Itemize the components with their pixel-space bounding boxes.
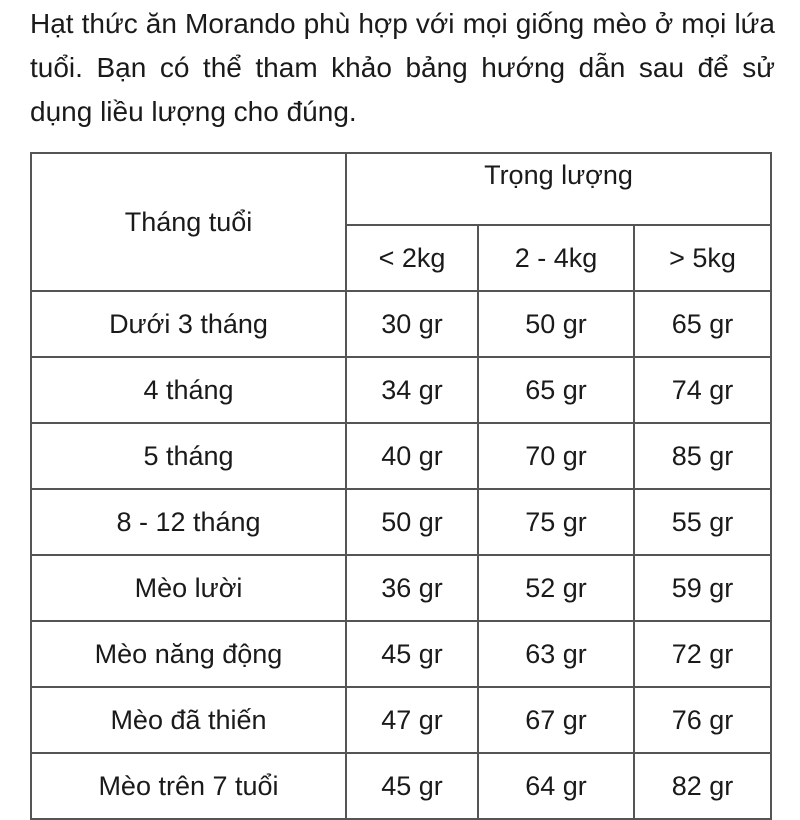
weight-group-header: Trọng lượng — [346, 153, 771, 225]
age-cell: Mèo năng động — [31, 621, 346, 687]
dosage-cell: 40 gr — [346, 423, 478, 489]
dosage-cell: 30 gr — [346, 291, 478, 357]
table-row — [31, 687, 771, 753]
age-cell: Mèo lười — [31, 555, 346, 621]
age-cell: Mèo đã thiến — [31, 687, 346, 753]
dosage-cell: 52 gr — [478, 555, 634, 621]
dosage-cell: 82 gr — [634, 753, 771, 819]
table-row — [31, 423, 771, 489]
table-row — [31, 291, 771, 357]
table-row — [31, 357, 771, 423]
dosage-cell: 50 gr — [346, 489, 478, 555]
age-cell: Dưới 3 tháng — [31, 291, 346, 357]
table-row — [31, 753, 771, 819]
weight-column-header: < 2kg — [346, 225, 478, 291]
weight-column-header: > 5kg — [634, 225, 771, 291]
dosage-cell: 64 gr — [478, 753, 634, 819]
dosage-cell: 45 gr — [346, 621, 478, 687]
dosage-table-header — [31, 153, 771, 291]
dosage-table — [30, 152, 772, 820]
header-row-top — [31, 153, 771, 225]
age-cell: 5 tháng — [31, 423, 346, 489]
age-column-header: Tháng tuổi — [31, 153, 346, 291]
dosage-cell: 70 gr — [478, 423, 634, 489]
dosage-cell: 63 gr — [478, 621, 634, 687]
dosage-cell: 36 gr — [346, 555, 478, 621]
dosage-cell: 85 gr — [634, 423, 771, 489]
weight-column-header: 2 - 4kg — [478, 225, 634, 291]
age-cell: 4 tháng — [31, 357, 346, 423]
dosage-cell: 34 gr — [346, 357, 478, 423]
dosage-cell: 65 gr — [478, 357, 634, 423]
intro-paragraph: Hạt thức ăn Morando phù hợp với mọi giống mèo ở mọi lứa tuổi. Bạn có thể tham khảo bảng hướng dẫn sau để sử dụng liều lượng cho đúng. — [30, 8, 775, 127]
dosage-cell: 65 gr — [634, 291, 771, 357]
dosage-cell: 74 gr — [634, 357, 771, 423]
dosage-cell: 47 gr — [346, 687, 478, 753]
age-cell: 8 - 12 tháng — [31, 489, 346, 555]
table-row — [31, 555, 771, 621]
table-row — [31, 621, 771, 687]
dosage-table-container — [30, 152, 772, 820]
dosage-cell: 72 gr — [634, 621, 771, 687]
dosage-cell: 50 gr — [478, 291, 634, 357]
dosage-cell: 76 gr — [634, 687, 771, 753]
dosage-cell: 55 gr — [634, 489, 771, 555]
age-cell: Mèo trên 7 tuổi — [31, 753, 346, 819]
dosage-table-body — [31, 291, 771, 819]
dosage-cell: 45 gr — [346, 753, 478, 819]
table-row — [31, 489, 771, 555]
dosage-cell: 67 gr — [478, 687, 634, 753]
dosage-cell: 75 gr — [478, 489, 634, 555]
dosage-cell: 59 gr — [634, 555, 771, 621]
